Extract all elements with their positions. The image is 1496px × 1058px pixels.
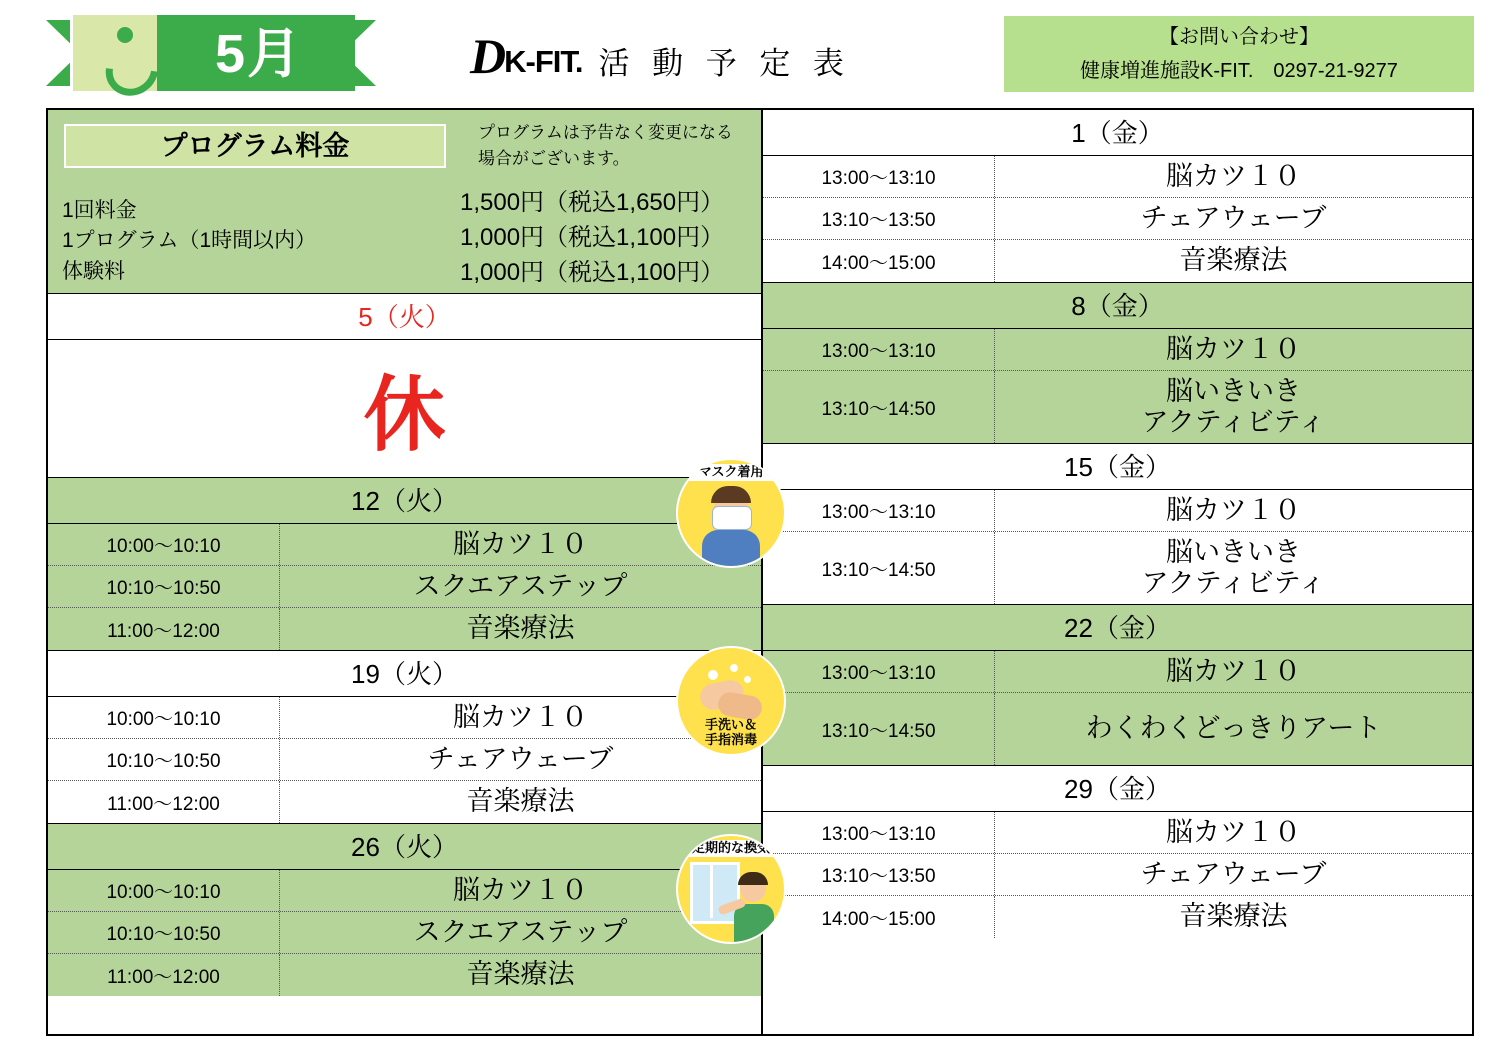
program-name: 音楽療法: [1179, 245, 1288, 276]
logo-kfit-text: K-FIT.: [504, 44, 583, 79]
program-time: 13:10〜13:50: [763, 198, 995, 239]
contact-detail: 健康増進施設K-FIT. 0297-21-9277: [1080, 60, 1398, 82]
month-label: 5月: [214, 24, 304, 84]
program-time: 13:00〜13:10: [763, 490, 995, 531]
program-row: [48, 524, 761, 566]
handwash-bubble-3: [744, 676, 751, 683]
program-row: [48, 697, 761, 739]
window-shape: [690, 862, 740, 924]
handwash-label-line1: 手洗い＆: [704, 717, 757, 733]
program-row: [763, 854, 1472, 896]
page-header: [0, 0, 1496, 100]
left-column: [48, 110, 763, 1034]
mask-icon: [678, 460, 784, 566]
program-time: 10:00〜10:10: [48, 524, 280, 565]
leaf-sprout-icon: [103, 27, 153, 83]
program-time: 14:00〜15:00: [763, 240, 995, 282]
program-row: [763, 693, 1472, 765]
program-row: [48, 870, 761, 912]
program-name: スクエアステップ: [413, 916, 628, 947]
program-time: 13:00〜13:10: [763, 156, 995, 197]
sprout-dot: [117, 27, 133, 43]
program-time: 13:10〜13:50: [763, 854, 995, 895]
day-body-22: [763, 651, 1472, 766]
program-time: 13:00〜13:10: [763, 812, 995, 853]
handwash-bubble-1: [708, 670, 718, 680]
program-row: [763, 812, 1472, 854]
title-japanese: 活 動 予 定 表: [598, 45, 851, 81]
contact-heading: 【お問い合わせ】: [1159, 26, 1319, 48]
program-time: 13:00〜13:10: [763, 651, 995, 692]
fee-label-1: 1プログラム（1時間以内）: [62, 229, 317, 253]
program-time: 13:10〜14:50: [763, 371, 995, 443]
program-name: 音楽療法: [466, 786, 575, 817]
ventilation-figure-hair: [738, 872, 768, 885]
program-name: わくわくどっきりアート: [1085, 713, 1382, 744]
date-header-15: 15（金）: [763, 444, 1472, 490]
program-name-line2: アクティビティ: [1141, 407, 1326, 437]
program-time: 11:00〜12:00: [48, 954, 280, 996]
program-row: [48, 608, 761, 650]
program-name: 脳カツ１０: [453, 701, 588, 732]
day-body-12: [48, 524, 761, 651]
program-row: [48, 954, 761, 996]
day-body-19: [48, 697, 761, 824]
date-header-12: 12（火）: [48, 478, 761, 524]
program-name-line2: アクティビティ: [1141, 568, 1326, 598]
program-time: 13:10〜14:50: [763, 532, 995, 604]
program-row: [48, 781, 761, 823]
day-body-1: [763, 156, 1472, 283]
program-row: [763, 896, 1472, 938]
fee-label-list: [62, 196, 316, 287]
program-time: 10:10〜10:50: [48, 739, 280, 780]
program-row: [763, 532, 1472, 604]
contact-box: [1004, 16, 1474, 92]
closed-mark: 休: [363, 370, 446, 461]
month-badge: [46, 12, 376, 94]
program-row: [48, 739, 761, 781]
program-time: 13:00〜13:10: [763, 329, 995, 370]
program-name: スクエアステップ: [413, 570, 628, 601]
date-header-29: 29（金）: [763, 766, 1472, 812]
day-body-15: [763, 490, 1472, 605]
fee-value-1: 1,000円（税込1,100円）: [460, 223, 725, 251]
date-header-1: 1（金）: [763, 110, 1472, 156]
program-name: [995, 532, 1472, 604]
program-name-line1: 脳いきいき: [1166, 536, 1301, 567]
handwash-icon-label: [678, 718, 784, 748]
fee-value-2: 1,000円（税込1,100円）: [460, 258, 725, 286]
logo-d-letter: D: [470, 28, 507, 84]
program-time: 11:00〜12:00: [48, 608, 280, 650]
day-body-26: [48, 870, 761, 996]
program-name: チェアウェーブ: [427, 743, 614, 774]
program-row: [763, 198, 1472, 240]
program-name: 脳カツ１０: [1166, 816, 1301, 847]
program-name: 脳カツ１０: [453, 528, 588, 559]
program-time: 10:00〜10:10: [48, 697, 280, 738]
program-name: 脳カツ１０: [1166, 160, 1301, 191]
date-header-26: 26（火）: [48, 824, 761, 870]
date-header-5: 5（火）: [48, 294, 761, 340]
month-inner-panel: [70, 12, 352, 94]
program-row: [763, 490, 1472, 532]
program-time: 10:00〜10:10: [48, 870, 280, 911]
ventilation-figure-body: [734, 904, 774, 942]
program-name: 脳カツ１０: [1166, 655, 1301, 686]
date-header-8: 8（金）: [763, 283, 1472, 329]
fee-label-2: 体験料: [62, 259, 125, 283]
program-row: [763, 156, 1472, 198]
day-body-29: [763, 812, 1472, 938]
window-bar: [710, 862, 713, 918]
program-time: 10:10〜10:50: [48, 566, 280, 607]
date-header-22: 22（金）: [763, 605, 1472, 651]
program-time: 13:10〜14:50: [763, 693, 995, 765]
handwash-bubble-2: [730, 664, 738, 672]
ventilation-icon-label: 定期的な換気: [678, 840, 784, 857]
program-name: 脳カツ１０: [453, 874, 588, 905]
day-body-8: [763, 329, 1472, 444]
fee-title: プログラム料金: [64, 124, 446, 168]
mask-figure-body: [702, 530, 760, 566]
fee-box: [48, 110, 761, 294]
fee-value-list: [460, 186, 724, 290]
date-header-19: 19（火）: [48, 651, 761, 697]
program-name: 音楽療法: [1179, 901, 1288, 932]
program-row: [763, 371, 1472, 443]
handwash-icon: [678, 648, 784, 754]
page-title: [470, 26, 940, 86]
program-time: 10:10〜10:50: [48, 912, 280, 953]
program-name: [995, 371, 1472, 443]
program-name-line1: 脳いきいき: [1166, 375, 1301, 406]
program-name: 音楽療法: [466, 613, 575, 644]
program-row: [763, 651, 1472, 693]
program-name: 脳カツ１０: [1166, 333, 1301, 364]
mask-figure-mask: [712, 506, 752, 530]
fee-value-0: 1,500円（税込1,650円）: [460, 189, 725, 216]
program-row: [763, 240, 1472, 282]
program-name: 音楽療法: [466, 959, 575, 990]
program-name: 脳カツ１０: [1166, 494, 1301, 525]
closed-day-body: [48, 340, 761, 478]
program-row: [763, 329, 1472, 371]
mask-icon-label: マスク着用: [678, 464, 784, 481]
fee-label-0: 1回料金: [62, 199, 137, 222]
program-row: [48, 912, 761, 954]
program-row: [48, 566, 761, 608]
program-time: 14:00〜15:00: [763, 896, 995, 938]
right-column: [763, 110, 1472, 1034]
handwash-label-line2: 手指消毒: [704, 732, 757, 748]
program-name: チェアウェーブ: [1140, 858, 1327, 889]
fee-note: プログラムは予告なく変更になる場合がございます。: [478, 123, 733, 168]
ventilation-icon: [678, 836, 784, 942]
mask-figure-hair: [711, 486, 751, 503]
program-time: 11:00〜12:00: [48, 781, 280, 823]
program-name: チェアウェーブ: [1140, 202, 1327, 233]
